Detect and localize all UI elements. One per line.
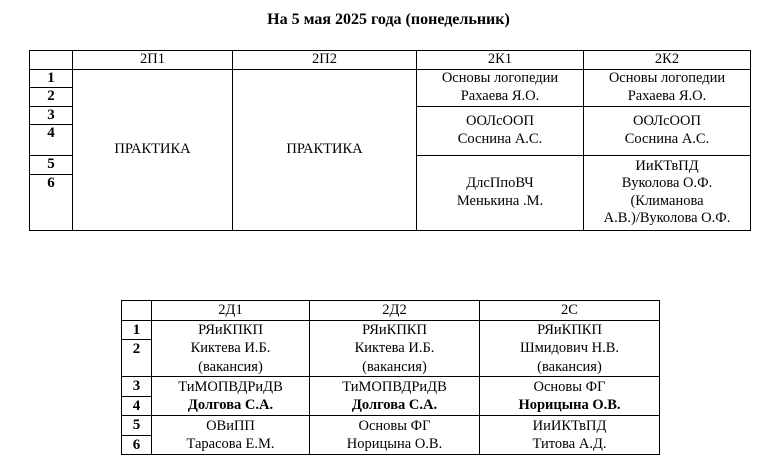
lesson-cell (417, 69, 584, 106)
subject: Основы ФГ (358, 417, 431, 434)
lesson-number: 1 (30, 69, 73, 88)
lesson-cell (310, 377, 480, 416)
corner-cell (30, 51, 73, 70)
teacher: Рахаева Я.О. (627, 87, 707, 104)
teacher: Киктева И.Б. (354, 340, 435, 356)
subject: Основы ФГ (533, 378, 606, 395)
lesson-cell (584, 106, 751, 156)
lesson-number: 3 (30, 106, 73, 125)
teacher-extra: А.В.)/Вуколова О.Ф. (603, 210, 731, 227)
practice-cell: ПРАКТИКА (233, 69, 417, 230)
schedule-table-2 (121, 300, 660, 455)
lesson-cell (417, 106, 584, 156)
group-header: 2С (480, 301, 660, 321)
teacher: Вуколова О.Ф. (621, 175, 713, 192)
teacher: Соснина А.С. (457, 130, 543, 147)
page-title: На 5 мая 2025 года (понедельник) (267, 11, 510, 28)
lesson-number: 6 (30, 174, 73, 230)
lesson-number: 4 (30, 125, 73, 156)
lesson-number: 1 (122, 320, 152, 340)
subject: РЯиКПКП (362, 321, 427, 338)
lesson-number: 4 (122, 396, 152, 416)
lesson-number: 2 (30, 88, 73, 107)
teacher: Долгова С.А. (351, 397, 438, 413)
teacher: Норицына О.В. (346, 436, 443, 452)
lesson-number: 6 (122, 435, 152, 455)
teacher: Рахаева Я.О. (460, 87, 540, 104)
note: (вакансия) (537, 358, 602, 375)
teacher: Соснина А.С. (624, 130, 710, 147)
subject: ИиИКТвПД (532, 417, 607, 434)
lesson-number: 5 (122, 416, 152, 436)
subject: ОВиПП (206, 417, 255, 434)
corner-cell (122, 301, 152, 321)
subject: ТиМОПВДРиДВ (178, 378, 283, 395)
lesson-number: 2 (122, 340, 152, 377)
teacher: Менькина .М. (456, 192, 544, 209)
teacher: Киктева И.Б. (190, 340, 271, 356)
subject: ООЛсООП (633, 113, 701, 130)
note: (вакансия) (362, 358, 427, 375)
lesson-cell (480, 377, 660, 416)
teacher: Норицына О.В. (518, 397, 621, 413)
subject: Основы логопедии (441, 70, 559, 86)
teacher-extra: (Климанова (630, 192, 704, 209)
lesson-cell (152, 377, 310, 416)
subject: ТиМОПВДРиДВ (342, 378, 447, 395)
group-header: 2Д2 (310, 301, 480, 321)
lesson-cell (152, 320, 310, 377)
lesson-cell (584, 156, 751, 231)
subject: РЯиКПКП (537, 321, 602, 338)
group-header: 2П1 (73, 51, 233, 70)
teacher: Тарасова Е.М. (186, 436, 275, 452)
subject: ИиКТвПД (635, 157, 699, 174)
note: (вакансия) (198, 358, 263, 375)
lesson-cell (310, 416, 480, 455)
schedule-table-1 (29, 50, 751, 231)
lesson-cell (480, 320, 660, 377)
teacher: Титова А.Д. (532, 436, 607, 452)
group-header: 2К1 (417, 51, 584, 70)
group-header: 2П2 (233, 51, 417, 70)
lesson-cell (152, 416, 310, 455)
group-header: 2К2 (584, 51, 751, 70)
subject: ДлсПпоВЧ (466, 175, 534, 192)
subject: РЯиКПКП (198, 321, 263, 338)
lesson-cell (584, 69, 751, 106)
subject: ООЛсООП (466, 113, 534, 130)
lesson-cell (310, 320, 480, 377)
lesson-number: 3 (122, 377, 152, 397)
group-header: 2Д1 (152, 301, 310, 321)
practice-cell: ПРАКТИКА (73, 69, 233, 230)
lesson-cell (417, 156, 584, 231)
teacher: Шмидович Н.В. (519, 340, 620, 356)
lesson-cell (480, 416, 660, 455)
subject: Основы логопедии (608, 70, 726, 86)
teacher: Долгова С.А. (187, 397, 274, 413)
lesson-number: 5 (30, 156, 73, 175)
